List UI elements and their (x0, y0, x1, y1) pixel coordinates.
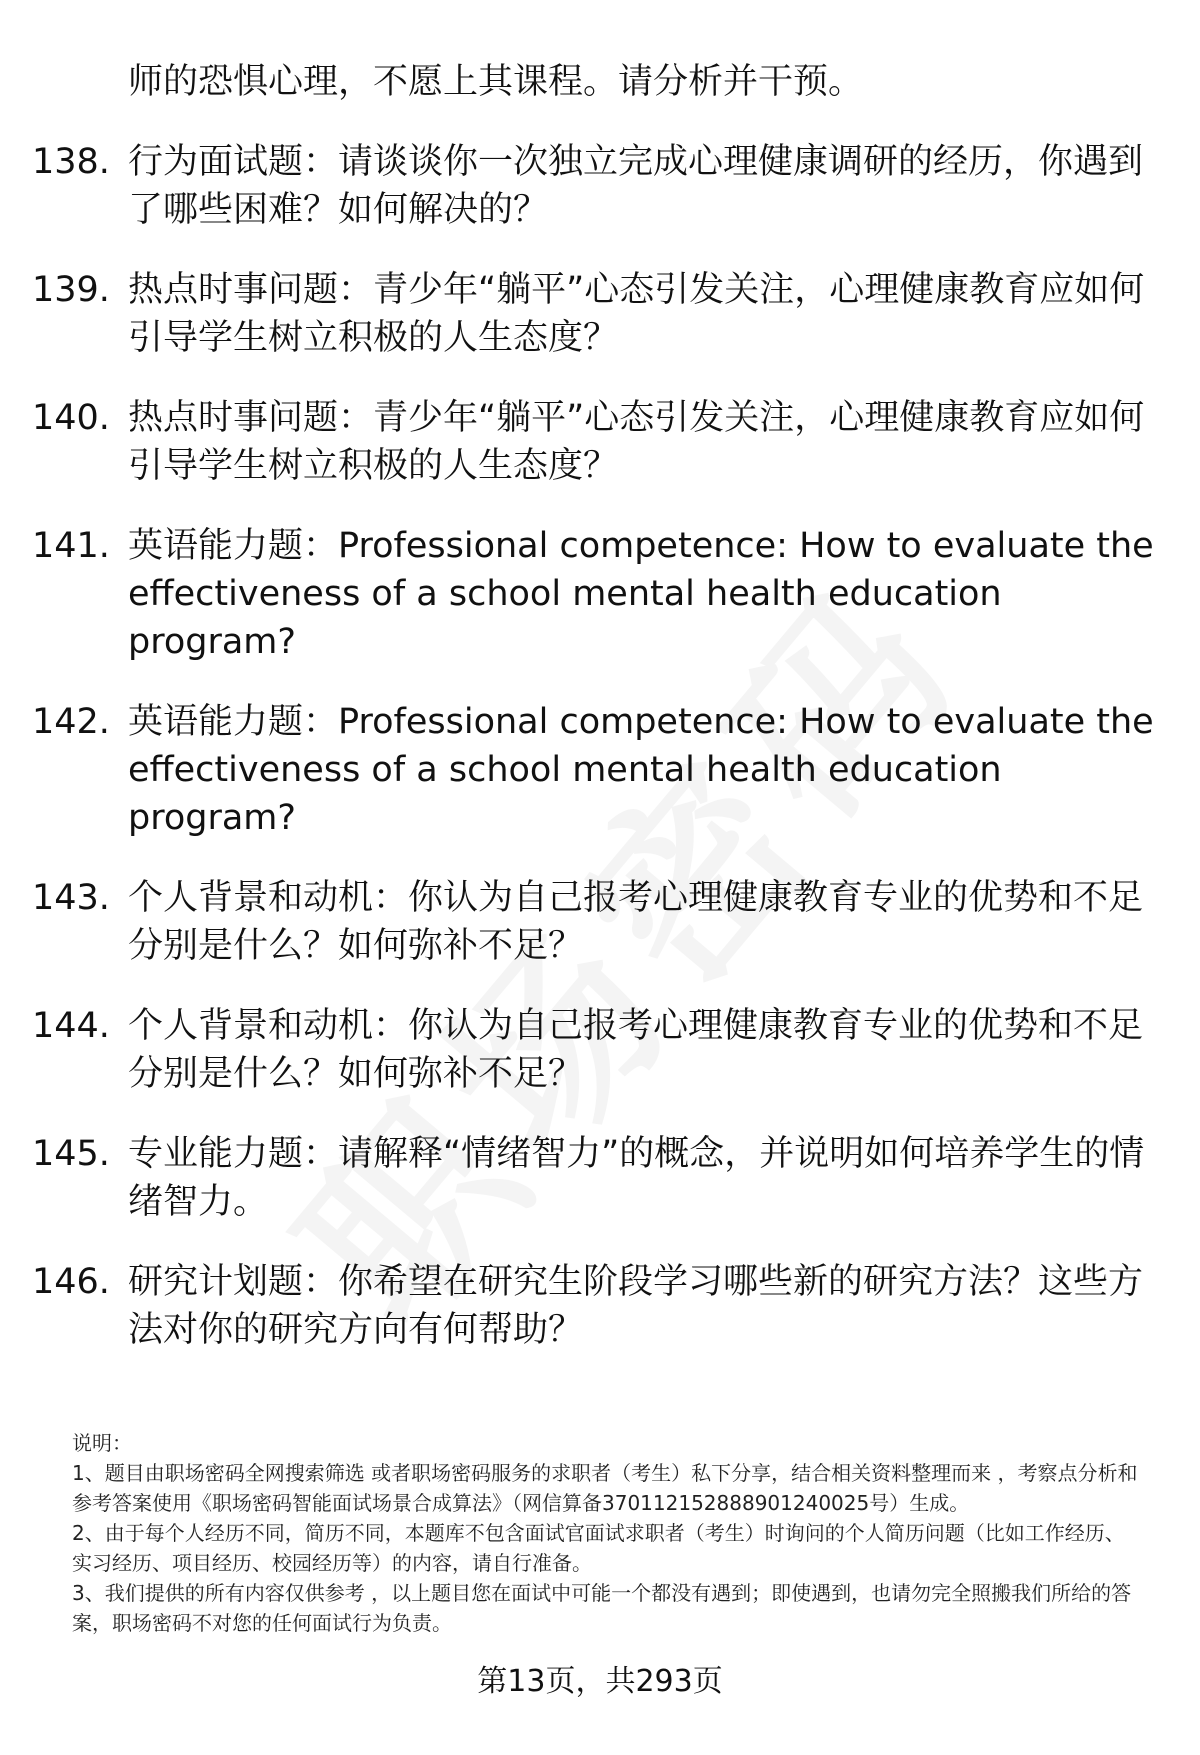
question-text: 热点时事问题：青少年“躺平”心态引发关注，心理健康教育应如何引导学生树立积极的人生态度？ (128, 398, 1145, 486)
question-number: 143. (32, 878, 110, 918)
question-text: 英语能力题：Professional competence: How to evaluate the effectiveness of a school mental health education program? (128, 702, 1154, 838)
question-number: 138. (32, 142, 110, 182)
page-number: 第13页，共293页 (477, 1664, 723, 1699)
note-item: 3、我们提供的所有内容仅供参考 ，以上题目您在面试中可能一个都没有遇到；即使遇到，也请勿完全照搬我们所给的答案，职场密码不对您的任何面试行为负责。 (72, 1581, 1132, 1635)
notes-title: 说明： (72, 1431, 132, 1455)
continued-question-text: 师的恐惧心理，不愿上其课程。请分析并干预。 (128, 62, 864, 102)
question-number: 140. (32, 398, 110, 438)
question-number: 146. (32, 1262, 110, 1302)
question-number: 142. (32, 702, 110, 742)
question-item (32, 522, 1162, 666)
question-item (32, 1002, 1162, 1098)
question-text: 专业能力题：请解释“情绪智力”的概念，并说明如何培养学生的情绪智力。 (128, 1134, 1145, 1222)
question-text: 热点时事问题：青少年“躺平”心态引发关注，心理健康教育应如何引导学生树立积极的人生态度？ (128, 270, 1145, 358)
note-item: 2、由于每个人经历不同，简历不同，本题库不包含面试官面试求职者（考生）时询问的个人简历问题（比如工作经历、实习经历、项目经历、校园经历等）的内容，请自行准备。 (72, 1521, 1125, 1575)
question-text: 研究计划题：你希望在研究生阶段学习哪些新的研究方法？这些方法对你的研究方向有何帮助？ (128, 1262, 1144, 1350)
question-text: 英语能力题：Professional competence: How to evaluate the effectiveness of a school mental health education program? (128, 526, 1154, 662)
notes-section (72, 1428, 1142, 1638)
question-text: 个人背景和动机：你认为自己报考心理健康教育专业的优势和不足分别是什么？如何弥补不足？ (128, 1006, 1144, 1094)
question-item (32, 874, 1162, 970)
question-item (32, 1258, 1162, 1354)
note-item: 1、题目由职场密码全网搜索筛选 或者职场密码服务的求职者（考生）私下分享，结合相关资料整理而来 ，考察点分析和参考答案使用《职场密码智能面试场景合成算法》（网信算备370112152888901240025号）生成。 (72, 1461, 1138, 1515)
question-list (32, 58, 1162, 1386)
question-number: 145. (32, 1134, 110, 1174)
question-number: 144. (32, 1006, 110, 1046)
question-item (32, 394, 1162, 490)
question-number: 141. (32, 526, 110, 566)
question-item (32, 698, 1162, 842)
question-number: 139. (32, 270, 110, 310)
question-text: 行为面试题：请谈谈你一次独立完成心理健康调研的经历，你遇到了哪些困难？如何解决的？ (128, 142, 1144, 230)
question-item (32, 266, 1162, 362)
question-item (32, 1130, 1162, 1226)
question-item (32, 138, 1162, 234)
question-text: 个人背景和动机：你认为自己报考心理健康教育专业的优势和不足分别是什么？如何弥补不足？ (128, 878, 1144, 966)
